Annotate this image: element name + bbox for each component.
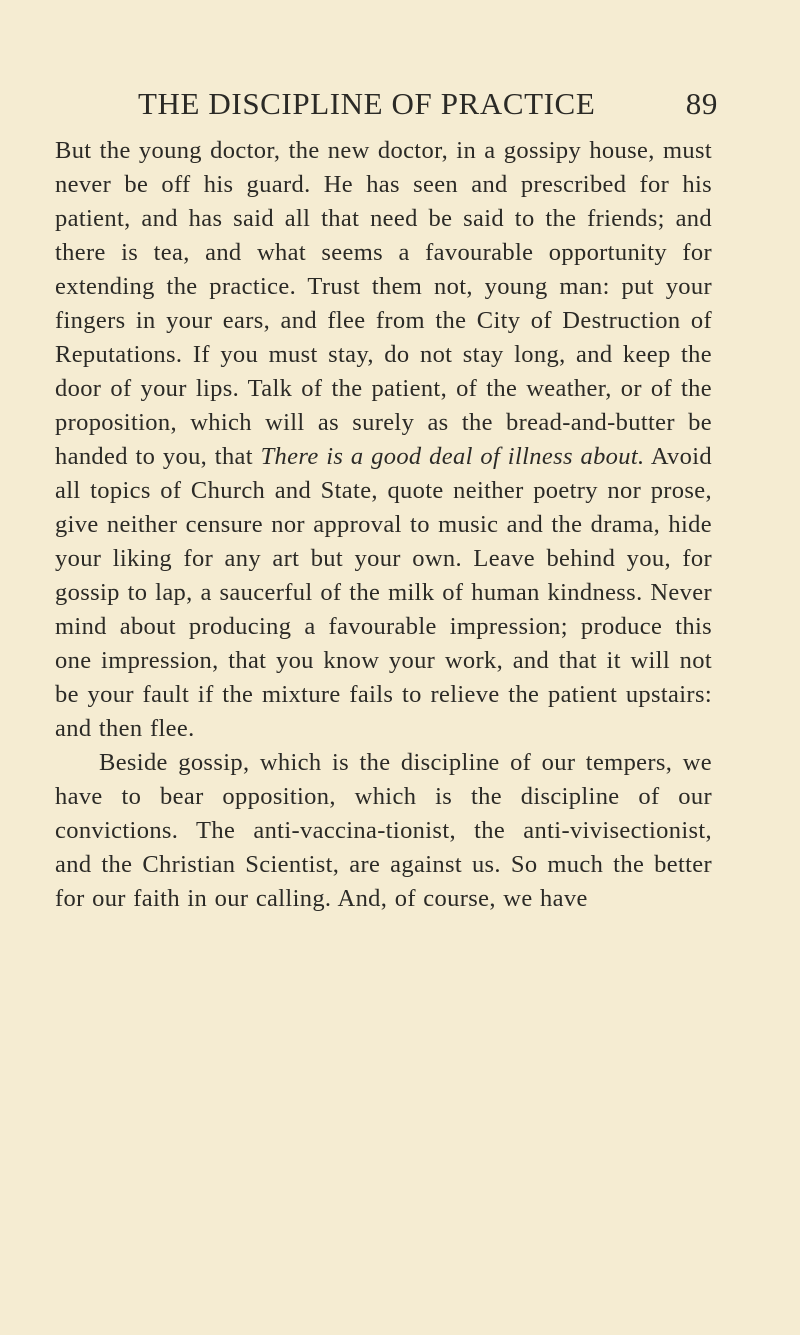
running-head: [138, 84, 720, 124]
paragraph-1-text-before-italic: But the young doctor, the new doctor, in a gossipy house, must never be off his guard. He has seen and prescribed for his patient, and has said all that need be said to the friends; and there is tea, and what seems a favourable opportunity for extending the practice. Trust them not, young man: put your fingers in your ears, and flee from the City of Destruction of Reputations. If you must stay, do not stay long, and keep the door of your lips. Talk of the patient, of the weather, or of the proposition, which will as surely as the bread-and-butter be handed to you, that: [55, 137, 712, 470]
body-text: [55, 134, 712, 916]
paragraph-1-text-after-italic: Avoid all topics of Church and State, quote neither poetry nor prose, give neither censure nor approval to music and the drama, hide your liking for any art but your own. Leave behind you, for gossip to lap, a saucerful of the milk of human kindness. Never mind about producing a favourable impression; produce this one impression, that you know your work, and that it will not be your fault if the mixture fails to relieve the patient upstairs: and then flee.: [55, 443, 712, 742]
running-title: THE DISCIPLINE OF PRACTICE: [138, 86, 596, 121]
paragraph-1-italic-quote: There is a good deal of illness about.: [260, 443, 645, 470]
paragraph-1: [55, 134, 712, 746]
paragraph-2: Beside gossip, which is the discipline of our tempers, we have to bear opposition, which is the discipline of our convictions. The anti-vaccina-tionist, the anti-vivisectionist, and the Christian Scientist, are against us. So much the better for our faith in our calling. And, of course, we have: [55, 749, 712, 912]
page-number: 89: [685, 86, 718, 121]
